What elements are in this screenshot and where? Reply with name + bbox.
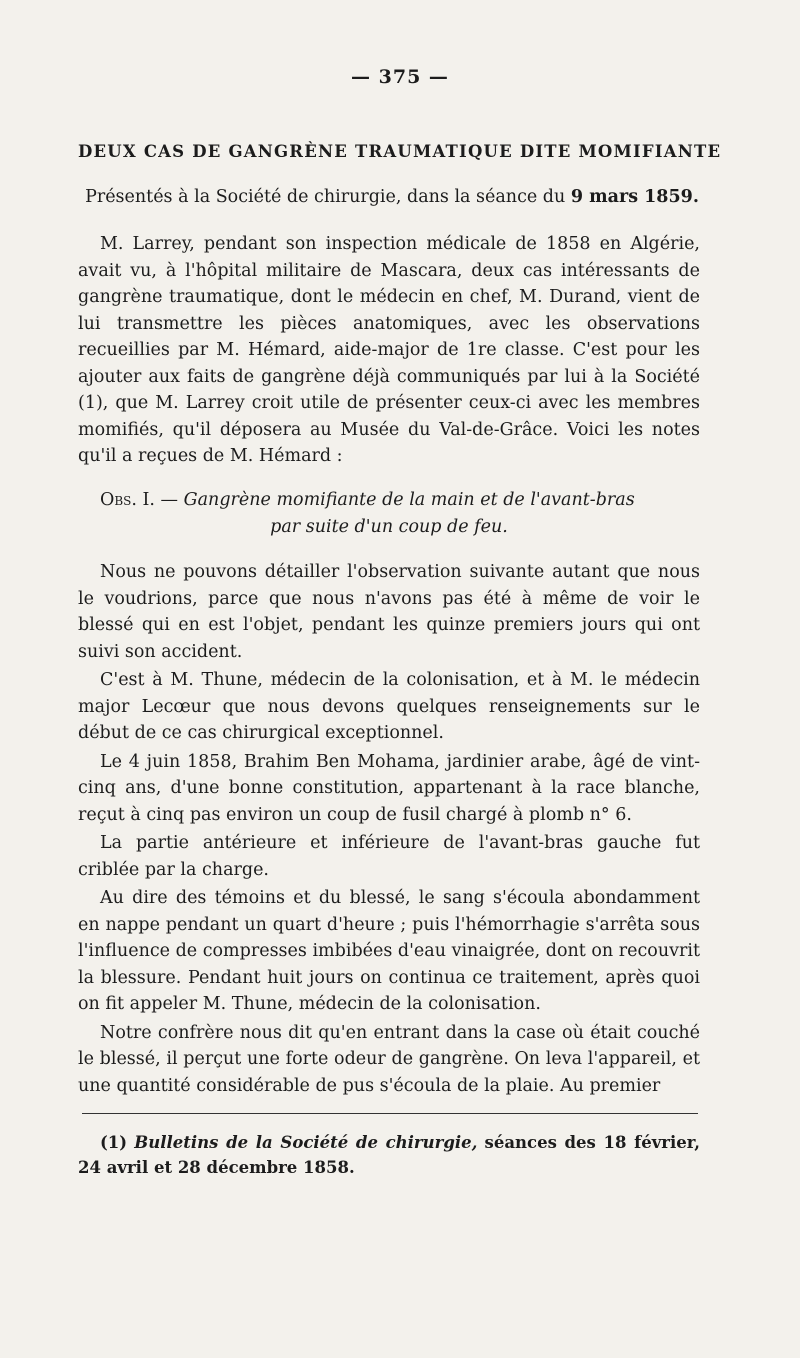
footnote-divider xyxy=(82,1113,698,1114)
body-paragraph: Le 4 juin 1858, Brahim Ben Mohama, jardinier arabe, âgé de vint-cinq ans, d'une bonne constitution, appartenant à la race blanche, reçut à cinq pas environ un coup de fusil chargé à plomb n° 6. xyxy=(78,751,700,825)
page-number: — 375 — xyxy=(351,66,449,88)
footnote-text: séances des 18 février, 24 avril et 28 décembre 1858. xyxy=(78,1133,701,1177)
observation-label: Obs. I. — xyxy=(100,490,179,510)
footnote-title: Bulletins de la Société de chirurgie, xyxy=(134,1133,478,1152)
footnote-paragraph xyxy=(78,1130,700,1180)
subtitle-date: 9 mars 1859. xyxy=(570,187,699,207)
intro-section xyxy=(78,231,700,470)
body-paragraph: C'est à M. Thune, médecin de la colonisation, et à M. le médecin major Lecœur que nous devons quelques renseignements sur le début de ce cas chirurgical exceptionnel. xyxy=(78,670,700,743)
body-paragraph: La partie antérieure et inférieure de l'avant-bras gauche fut criblée par la charge. xyxy=(78,833,700,880)
body-paragraph: Nous ne pouvons détailler l'observation suivante autant que nous le voudrions, parce que nous n'avons pas été à même de voir le blessé qui en est l'objet, pendant les quinze premiers jours qui ont suivi son accident. xyxy=(78,562,700,662)
footnote xyxy=(78,1130,700,1180)
intro-paragraph: M. Larrey, pendant son inspection médicale de 1858 en Algérie, avait vu, à l'hôpital militaire de Mascara, deux cas intéressants de gangrène traumatique, dont le médecin en chef, M. Durand, vient de lui transmettre les pièces anatomiques, avec les observations recueillies par M. Hémard, aide-major de 1re classe. C'est pour les ajouter aux faits de gangrène déjà communiqués par lui à la Société (1), que M. Larrey croit utile de présenter ceux-ci avec les membres momifiés, qu'il déposera au Musée du Val-de-Grâce. Voici les notes qu'il a reçues de M. Hémard : xyxy=(78,234,700,466)
observation-heading-line-1 xyxy=(78,487,700,514)
observation-title-part-2: par suite d'un coup de feu. xyxy=(270,516,508,537)
subtitle-text: Présentés à la Société de chirurgie, dans la séance du xyxy=(85,187,571,207)
article-title: DEUX CAS DE GANGRÈNE TRAUMATIQUE DITE MOMIFIANTE xyxy=(78,142,722,161)
observation-title-part-1: Gangrène momifiante de la main et de l'avant-bras xyxy=(183,490,635,510)
body-paragraph: Notre confrère nous dit qu'en entrant dans la case où était couché le blessé, il perçut une forte odeur de gangrène. On leva l'appareil, et une quantité considérable de pus s'écoula de la plaie. Au premier xyxy=(78,1022,700,1096)
observation-body xyxy=(78,559,700,1101)
article-subtitle xyxy=(78,187,706,207)
footnote-marker: (1) xyxy=(100,1133,128,1152)
body-paragraph: Au dire des témoins et du blessé, le sang s'écoula abondamment en nappe pendant un quart d'heure ; puis l'hémorrhagie s'arrêta sous l'influence de compresses imbibées d'eau vinaigrée, dont on recouvrit la blessure. Pendant huit jours on continua ce traitement, après quoi on fit appeler M. Thune, médecin de la colonisation. xyxy=(78,888,700,1014)
observation-heading xyxy=(78,487,700,540)
